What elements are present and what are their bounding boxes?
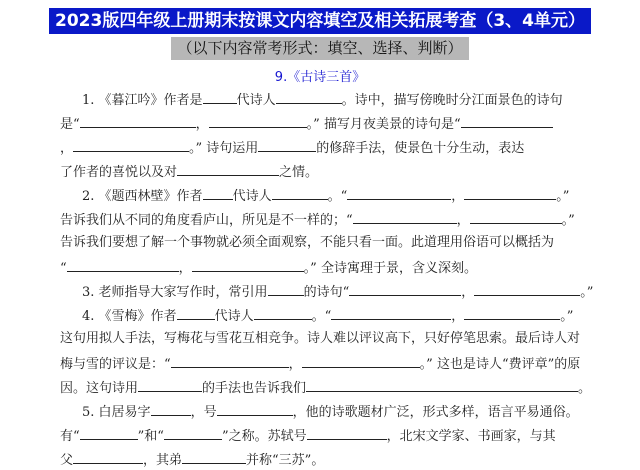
q1-text: 《暮江吟》作者是: [98, 93, 203, 108]
title-wrap: [0, 8, 640, 34]
q2-line2: [60, 210, 575, 230]
q5-line3: [60, 450, 324, 470]
q5-text: 有“: [60, 429, 80, 444]
blank-field[interactable]: [272, 186, 328, 200]
blank-field[interactable]: [209, 114, 307, 128]
q4-text: 因。这句诗用: [60, 381, 139, 396]
q2-text: 。”: [561, 213, 575, 228]
page-title: 2023版四年级上册期末按课文内容填空及相关拓展考查（3、4单元）: [49, 8, 591, 34]
blank-field[interactable]: [182, 450, 246, 464]
q4-text: 《雪梅》作者: [98, 309, 177, 324]
q4-text: 。“: [311, 309, 332, 324]
blank-field[interactable]: [151, 402, 191, 416]
q4-text: 梅与雪的评议是：“: [60, 357, 171, 372]
q1-text: 代诗人: [236, 93, 276, 108]
blank-field[interactable]: [80, 114, 196, 128]
blank-field[interactable]: [73, 138, 189, 152]
q1-text: 了作者的喜悦以及对: [60, 165, 178, 180]
q2-text: 。“: [327, 189, 348, 204]
blank-field[interactable]: [177, 162, 279, 176]
page-subtitle: （以下内容常考形式：填空、选择、判断）: [171, 37, 468, 60]
blank-field[interactable]: [307, 426, 387, 440]
q5-number: 5.: [82, 405, 95, 420]
section-title: 9.《古诗三首》: [274, 70, 366, 85]
blank-field[interactable]: [177, 306, 215, 320]
q5-text: ，号: [190, 405, 217, 420]
blank-field[interactable]: [349, 282, 461, 296]
blank-field[interactable]: [171, 354, 289, 368]
q5-text: 并称“三苏”。: [246, 453, 325, 468]
q4-text: ，: [288, 357, 302, 372]
q4-line2: [60, 330, 580, 348]
q2-line4: [60, 258, 477, 278]
q2-text: 《题西林壁》作者: [98, 189, 203, 204]
q4-line4: [60, 378, 591, 398]
q3-text: 老师指导大家写作时，常引用: [98, 285, 268, 300]
q5-text: ，他的诗歌题材广泛，形式多样，语言平易通俗。: [292, 405, 579, 420]
q1-text: 的修辞手法，使景色十分生动，表达: [316, 141, 525, 156]
q2-text: ，: [451, 189, 465, 204]
q4-text: ，: [451, 309, 465, 324]
subtitle-wrap: [0, 37, 640, 60]
q1-text: 是“: [60, 117, 80, 132]
q4-text: 的手法也告诉我们: [202, 381, 307, 396]
q5-line1: [82, 402, 579, 422]
q5-text: ”和“: [137, 429, 164, 444]
blank-field[interactable]: [138, 378, 202, 392]
blank-field[interactable]: [347, 186, 451, 200]
q1-text: 之情。: [279, 165, 319, 180]
q3-text: ，: [461, 285, 475, 300]
blank-field[interactable]: [474, 282, 580, 296]
q5-text: 父: [60, 453, 74, 468]
q2-text: 。” 全诗寓理于景，含义深刻。: [303, 261, 477, 276]
blank-field[interactable]: [67, 258, 179, 272]
q5-text: 白居易字: [98, 405, 151, 420]
q2-text: 告诉我们从不同的角度看庐山，所见是不一样的；“: [60, 213, 353, 228]
blank-field[interactable]: [306, 378, 578, 392]
blank-field[interactable]: [258, 138, 316, 152]
blank-field[interactable]: [276, 90, 342, 104]
q3-text: 。”: [580, 285, 594, 300]
blank-field[interactable]: [254, 306, 312, 320]
q2-text: 告诉我们要想了解一个事物就必须全面观察，不能只看一面。此道理用俗语可以概括为: [60, 235, 555, 250]
q1-line4: [60, 162, 318, 182]
blank-field[interactable]: [331, 306, 451, 320]
q1-text: ，: [195, 117, 209, 132]
q4-text: 代诗人: [214, 309, 254, 324]
blank-field[interactable]: [203, 186, 233, 200]
q5-text: ，北宋文学家、书画家，与其: [386, 429, 556, 444]
q2-line3: [60, 234, 554, 252]
q2-text: 代诗人: [232, 189, 272, 204]
q4-text: 。” 这也是诗人“费评章”的原: [419, 357, 581, 372]
q2-text: 。”: [556, 189, 570, 204]
q3-number: 3.: [82, 285, 95, 300]
q2-text: ，: [178, 261, 192, 276]
blank-field[interactable]: [353, 210, 457, 224]
blank-field[interactable]: [470, 210, 562, 224]
q3-text: 的诗句“: [303, 285, 350, 300]
q2-number: 2.: [82, 189, 95, 204]
q2-line1: [82, 186, 569, 206]
q1-line1: [82, 90, 563, 110]
blank-field[interactable]: [302, 354, 420, 368]
q1-text: 。” 诗句运用: [189, 141, 259, 156]
q2-text: ，: [456, 213, 470, 228]
q5-text: ”之称。苏轼号: [221, 429, 307, 444]
q4-text: 。”: [560, 309, 574, 324]
q1-text: ，: [60, 141, 74, 156]
q1-text: 。” 描写月夜美景的诗句是“: [306, 117, 461, 132]
blank-field[interactable]: [268, 282, 304, 296]
blank-field[interactable]: [192, 258, 304, 272]
q5-text: ，其弟: [143, 453, 183, 468]
blank-field[interactable]: [464, 306, 560, 320]
q4-text: 这句用拟人手法，写梅花与雪花互相竞争。诗人难以评议高下，只好停笔思索。最后诗人对: [60, 331, 581, 346]
q2-text: “: [60, 261, 67, 276]
blank-field[interactable]: [80, 426, 138, 440]
q4-line3: [60, 354, 580, 374]
q3-line1: [82, 282, 593, 302]
blank-field[interactable]: [203, 90, 237, 104]
q4-line1: [82, 306, 573, 326]
blank-field[interactable]: [217, 402, 293, 416]
q1-number: 1.: [82, 93, 95, 108]
blank-field[interactable]: [464, 186, 556, 200]
blank-field[interactable]: [73, 450, 143, 464]
q4-text: 。: [578, 381, 592, 396]
q1-line3: [60, 138, 524, 158]
q1-line2: [60, 114, 553, 134]
q1-text: 。诗中，描写傍晚时分江面景色的诗句: [341, 93, 563, 108]
q4-number: 4.: [82, 309, 95, 324]
blank-field[interactable]: [461, 114, 553, 128]
blank-field[interactable]: [164, 426, 222, 440]
q5-line2: [60, 426, 556, 446]
